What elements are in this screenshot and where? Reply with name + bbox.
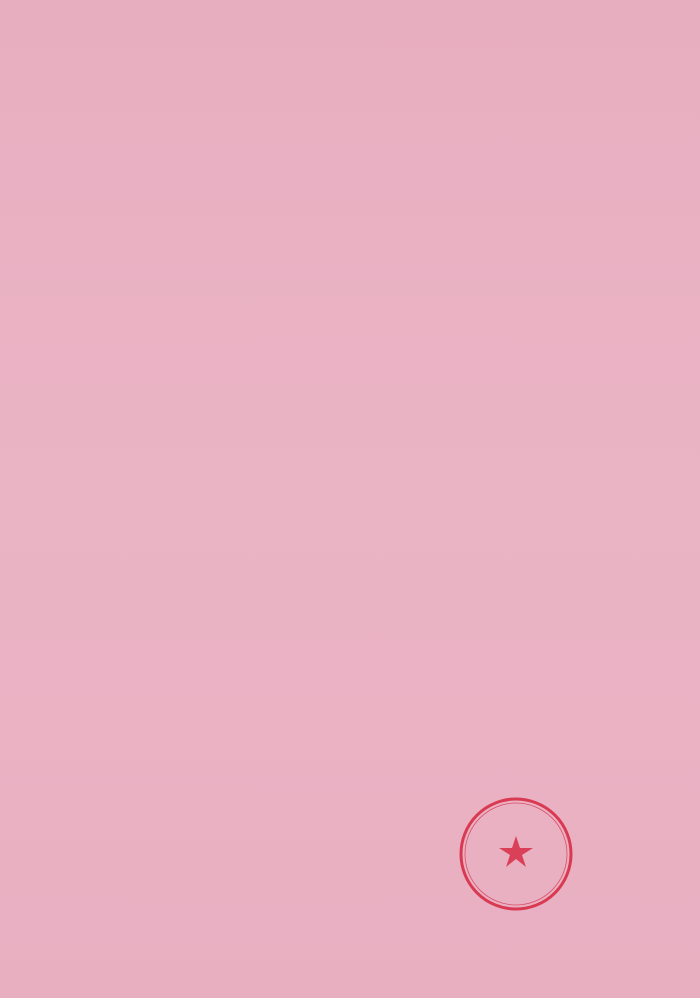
letter-body <box>78 178 626 187</box>
official-seal-stamp <box>458 796 574 912</box>
